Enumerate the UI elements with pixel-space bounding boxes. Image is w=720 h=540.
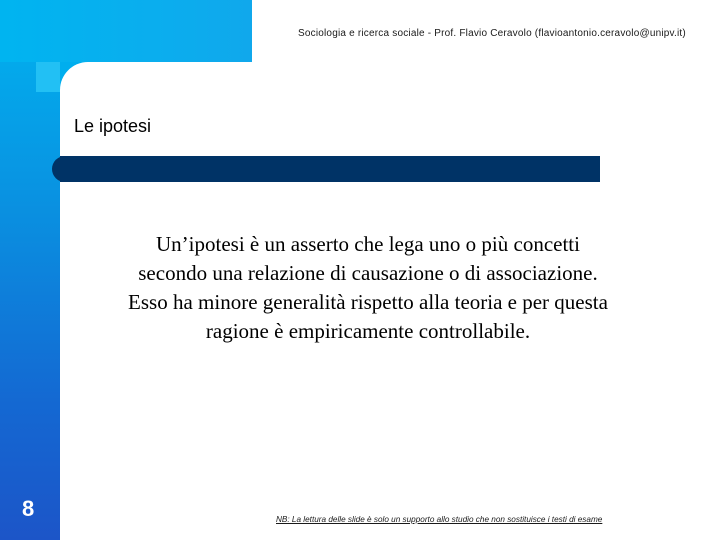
- slide-body: [80, 230, 656, 346]
- decorative-square: [36, 62, 60, 92]
- body-line: Un’ipotesi è un asserto che lega uno o più concetti: [156, 232, 580, 256]
- body-line: Esso ha minore generalità rispetto alla teoria e per questa: [128, 290, 608, 314]
- slide-number: 8: [22, 496, 35, 521]
- title-underline-bar: [60, 156, 600, 182]
- decorative-corner: [60, 62, 88, 90]
- footer-note: NB: La lettura delle slide è solo un supporto allo studio che non sostituisce i testi di esame: [276, 515, 603, 524]
- slide-title: Le ipotesi: [74, 116, 152, 136]
- top-decorative-band: [0, 0, 252, 62]
- body-line: secondo una relazione di causazione o di associazione.: [138, 261, 598, 285]
- slide-header: Sociologia e ricerca sociale - Prof. Flavio Ceravolo (flavioantonio.ceravolo@unipv.it): [298, 28, 686, 39]
- body-line: ragione è empiricamente controllabile.: [205, 319, 531, 343]
